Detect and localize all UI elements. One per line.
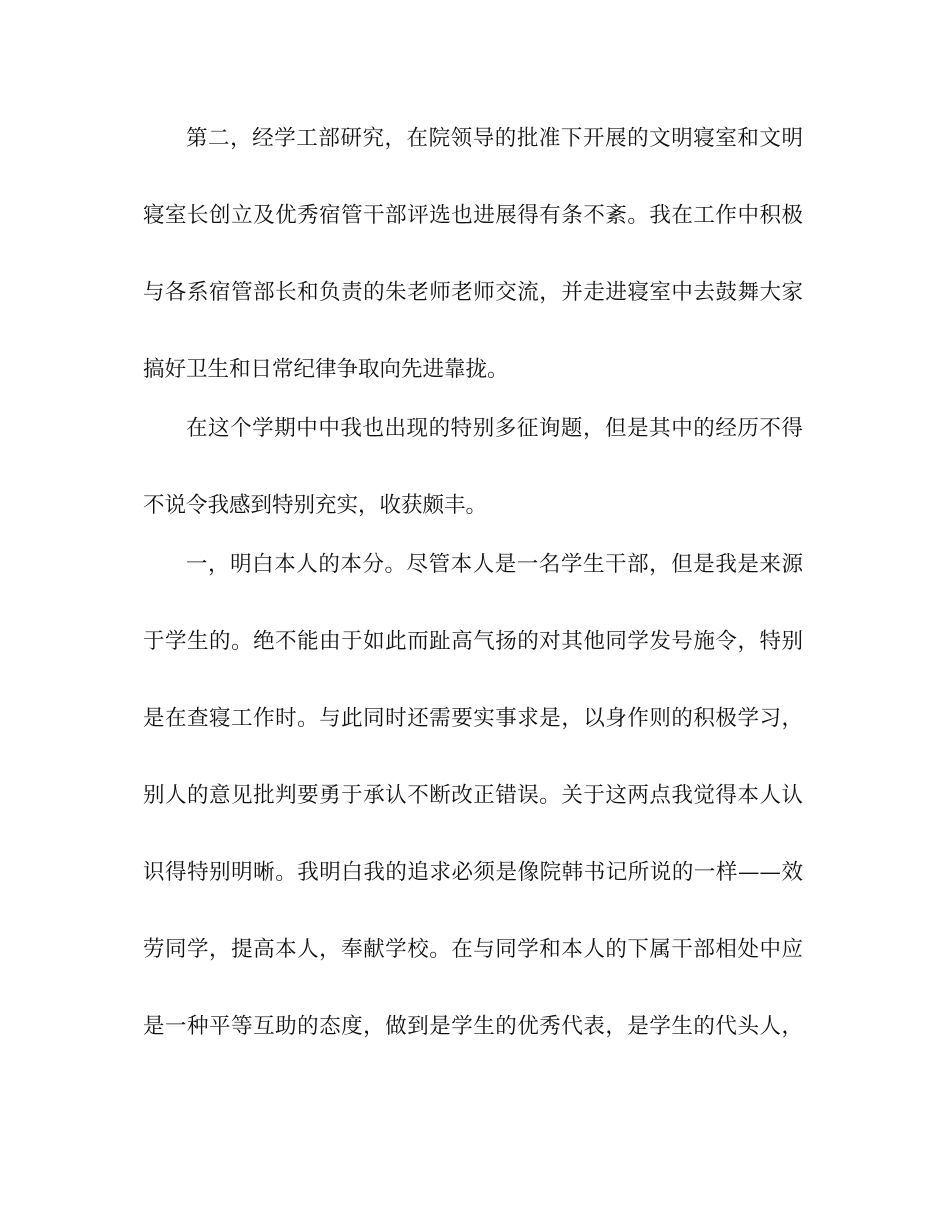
- text-line: 识得特别明晰。我明白我的追求必须是像院韩书记所说的一样——效: [143, 860, 803, 885]
- text-line: 寝室长创立及优秀宿管干部评选也进展得有条不紊。我在工作中积极: [143, 203, 803, 228]
- paragraph-1: [143, 124, 803, 385]
- text-line: 是一种平等互助的态度，做到是学生的优秀代表，是学生的代头人，: [143, 1014, 803, 1039]
- paragraph-3: [143, 550, 803, 1042]
- text-line: 与各系宿管部长和负责的朱老师老师交流，并走进寝室中去鼓舞大家: [143, 280, 803, 305]
- paragraph-2: [143, 414, 803, 521]
- text-line: 于学生的。绝不能由于如此而趾高气扬的对其他同学发号施令，特别: [143, 629, 803, 654]
- text-line: 是在查寝工作时。与此同时还需要实事求是，以身作则的积极学习，: [143, 706, 803, 731]
- document-body: [143, 124, 803, 1042]
- text-line: 一，明白本人的本分。尽管本人是一名学生干部，但是我是来源: [186, 552, 803, 577]
- text-line: 第二，经学工部研究，在院领导的批准下开展的文明寝室和文明: [186, 126, 803, 151]
- text-line: 搞好卫生和日常纪律争取向先进靠拢。: [143, 357, 509, 382]
- text-line: 劳同学，提高本人，奉献学校。在与同学和本人的下属干部相处中应: [143, 937, 803, 962]
- text-line: 在这个学期中中我也出现的特别多征询题，但是其中的经历不得: [186, 416, 803, 441]
- text-line: 别人的意见批判要勇于承认不断改正错误。关于这两点我觉得本人认: [143, 783, 803, 808]
- text-line: 不说令我感到特别充实，收获颇丰。: [143, 493, 488, 518]
